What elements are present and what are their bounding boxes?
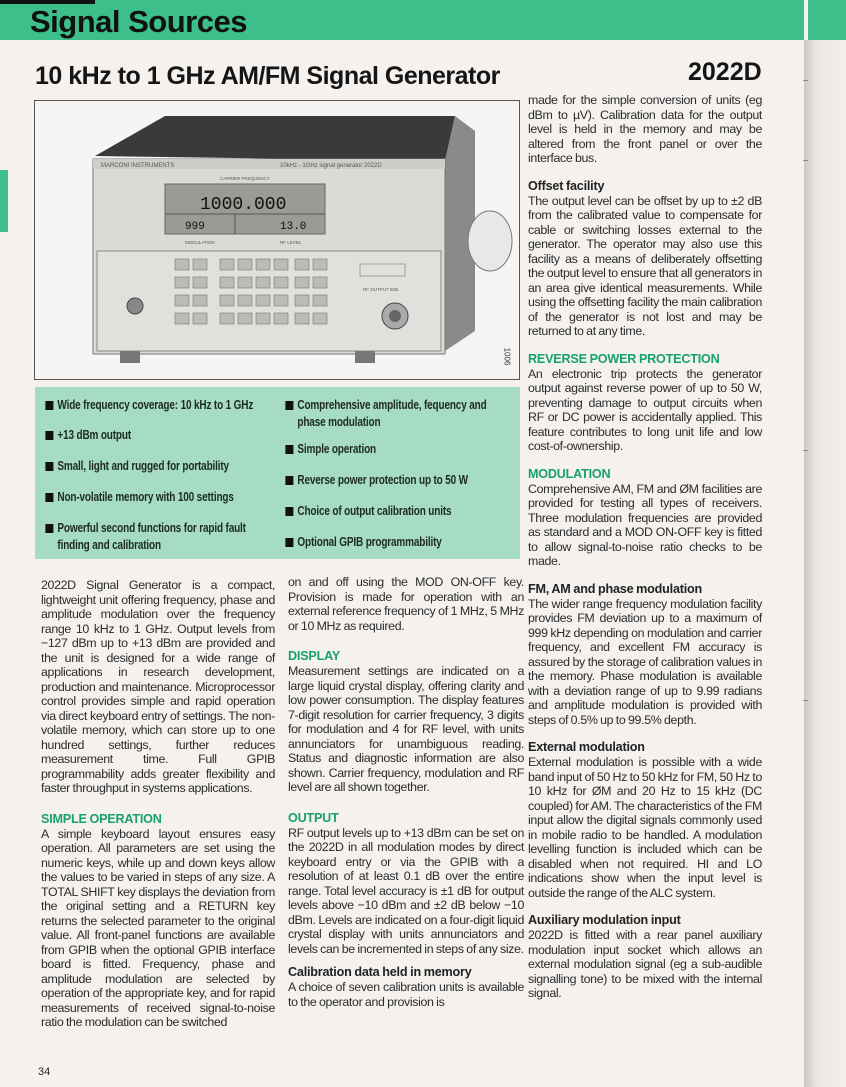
output-heading: OUTPUT	[288, 810, 339, 825]
modulation-label: MODULATION	[185, 240, 215, 245]
feature-item: Comprehensive amplitude, fequency and phase modulation	[283, 397, 511, 431]
feature-item: Simple operation	[283, 441, 511, 458]
feature-item: Wide frequency coverage: 10 kHz to 1 GHz	[43, 397, 275, 414]
features-box	[35, 387, 520, 559]
modulation-heading: MODULATION	[528, 466, 611, 481]
column-2	[288, 575, 524, 1009]
rf-level-label: RF LEVEL	[280, 240, 302, 245]
model-number: 2022D	[688, 58, 762, 86]
feature-item: Small, light and rugged for portability	[43, 458, 275, 475]
feature-item: Optional GPIB programmability	[283, 534, 511, 551]
column-3	[528, 93, 762, 1001]
edge-tick	[803, 700, 808, 701]
feature-item: Reverse power protection up to 50 W	[283, 472, 511, 489]
simple-operation-heading: SIMPLE OPERATION	[41, 811, 162, 826]
calibration-text: A choice of seven calibration units is available to the operator and provision is	[288, 980, 524, 1009]
calibration-heading: Calibration data held in memory	[288, 965, 472, 979]
external-modulation-heading: External modulation	[528, 740, 645, 754]
product-photo	[34, 100, 520, 380]
page-edge	[804, 40, 846, 1087]
edge-tick	[803, 80, 808, 81]
brand-label: MARCONI INSTRUMENTS	[101, 163, 175, 169]
rf-output-label: RF OUTPUT 50Ω	[363, 287, 399, 292]
intro-paragraph: 2022D Signal Generator is a compact, lightweight unit offering frequency, phase and amplitude modulation over the frequency range 10 kHz to 1 GHz. Output levels from −127 dBm up to +13 dBm are provided and the unit is designed for a wide range of applications in research development, production and maintenance. Microprocessor control provides simple and rapid operation via direct keyboard entry of settings. The non-volatile memory, which can store up to one hundred settings, further reduces measurement time. Full GPIB programmability adds greater flexibility and faster throughput in systems applications.	[41, 578, 275, 795]
modulation-text: Comprehensive AM, FM and ØM facilities are provided for testing all types of receivers. Three modulation frequencies are provided as standard and a MOD ON-OFF key is fitted to allow signal-to-noise ratio checks to be made.	[528, 481, 762, 568]
carrier-display: 1000.000	[200, 195, 287, 215]
auxiliary-modulation-text: 2022D is fitted with a rear panel auxiliary modulation input socket which allows an external modulation signal (eg a sub-audible signalling tone) to be mixed with the internal signal.	[528, 928, 762, 1000]
column-1	[41, 578, 275, 1030]
edge-tick	[803, 160, 808, 161]
external-modulation-text: External modulation is possible with a wide band input of 50 Hz to 50 kHz for FM, 50 Hz to 10 kHz for ØM and 20 Hz to 15 kHz (DC coupled) for AM. The characteristics of the FM input allow the digital signals commonly used in mobile radio to be handled. A modulation levelling function is included which can be disabled when not required. HI and LO indications show when the input level is outside the range of the ALC system.	[528, 755, 762, 900]
display-text: Measurement settings are indicated on a large liquid crystal display, offering clarity and low power consumption. The display features 7-digit resolution for carrier frequency, 3 digits for modulation and 4 for RF level, with units annunciators for unambiguous reading. Status and diagnostic information are also shown. Carrier frequency, modulation and RF level are all shown together.	[288, 664, 524, 794]
photo-id: 1006	[502, 347, 512, 366]
page-title: 10 kHz to 1 GHz AM/FM Signal Generator	[35, 62, 500, 90]
feature-item: Non-volatile memory with 100 settings	[43, 489, 275, 506]
modulation-display: 999	[185, 221, 205, 233]
feature-item: Choice of output calibration units	[283, 503, 511, 520]
next-page-band	[808, 0, 846, 40]
output-text: RF output levels up to +13 dBm can be set on the 2022D in all modulation modes by direct keyboard entry or via the GPIB with a resolution of at least 0.1 dB over the entire range. Total level accuracy is ±1 dB for output levels above −10 dBm and ±2 dB below −10 dBm. Levels are indicated on a four-digit liquid crystal display with units annunciators and levels can be incremented in steps of any size.	[288, 825, 524, 956]
offset-heading: Offset facility	[528, 178, 605, 193]
edge-tick	[803, 450, 808, 451]
carrier-label: CARRIER FREQUENCY	[220, 176, 270, 181]
reverse-power-text: An electronic trip protects the generator output against reverse power of up to 50 W, preventing damage to output circuits when RF or DC power is accidentally applied. This feature contributes to long unit life and low cost-of-ownership.	[528, 366, 762, 453]
page-number: 34	[38, 1066, 51, 1078]
continued-paragraph: on and off using the MOD ON-OFF key. Provision is made for operation with an external reference frequency of 1 MHz, 5 MHz or 10 MHz as required.	[288, 575, 524, 633]
signal-generator-illustration	[35, 101, 520, 380]
fm-am-text: The wider range frequency modulation facility provides FM deviation up to a maximum of 999 kHz depending on modulation and carrier frequency, and excellent FM accuracy is assured by the storage of calibration values in the memory. Phase modulation is available with a deviation range of up to 9.99 radians and amplitude modulation is provided with steps of 0.5% up to 99.5% depth.	[528, 596, 762, 727]
auxiliary-modulation-heading: Auxiliary modulation input	[528, 913, 681, 927]
feature-item: +13 dBm output	[43, 427, 275, 444]
fm-am-heading: FM, AM and phase modulation	[528, 581, 703, 596]
feature-item: Powerful second functions for rapid fault finding and calibration	[43, 520, 275, 554]
reverse-power-heading: REVERSE POWER PROTECTION	[528, 351, 720, 366]
display-heading: DISPLAY	[288, 649, 341, 663]
rf-level-display: 13.0	[280, 221, 307, 233]
section-title: Signal Sources	[30, 4, 247, 39]
continued-paragraph: made for the simple conversion of units (eg dBm to µV). Calibration data for the output level is held in the memory and may be altered from the front panel or over the interface bus.	[528, 93, 762, 165]
panel-title: 10kHz - 1GHz signal generator 2022D	[280, 163, 382, 169]
page-tab-marker	[0, 170, 8, 232]
simple-operation-text: A simple keyboard layout ensures easy operation. All parameters are set using the numeric keys, while up and down keys allow the values to be varied in steps of any size. A TOTAL SHIFT key displays the deviation from the original setting and a RETURN key returns the selected parameter to the original value. All front-panel functions are available from GPIB when the optional GPIB interface board is fitted. Frequency, phase and amplitude modulation are selected by operation of the appropriate key, and for rapid measurements of received signal-to-noise ratio the modulation can be switched	[41, 826, 275, 1029]
offset-text: The output level can be offset by up to ±2 dB from the calibrated value to compensate for cable or switching losses external to the generator. The operator may also use this facility as a means of deliberately offsetting the output level to ensure that all generators in an area give identical measurements. While using the offsetting facility the main calibration of the generator is not lost and may be returned to at any time.	[528, 193, 762, 338]
